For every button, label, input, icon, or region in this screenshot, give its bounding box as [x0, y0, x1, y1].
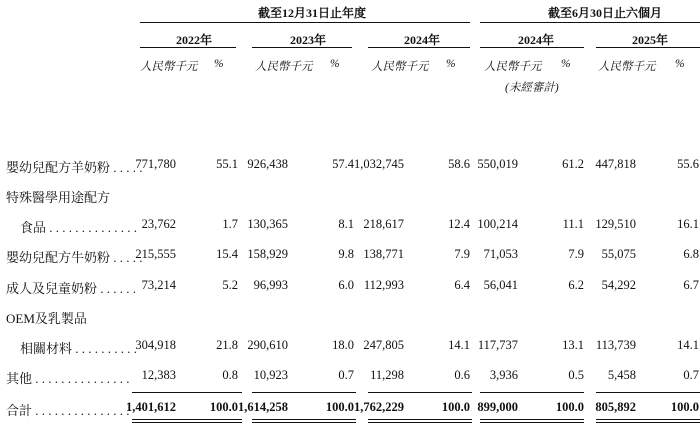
cell-total-rmb: 1,401,612 — [126, 400, 176, 414]
cell-pct: 6.7 — [683, 278, 699, 292]
unit-pct: % — [675, 58, 685, 70]
cell-pct: 21.8 — [216, 338, 238, 352]
year-header-2024: 2024年 — [404, 33, 441, 47]
cell-rmb: 112,993 — [363, 278, 404, 292]
unit-pct: % — [214, 58, 224, 70]
cell-pct: 0.8 — [222, 368, 238, 382]
cell-pct: 55.1 — [216, 157, 238, 171]
cell-pct: 0.7 — [338, 368, 354, 382]
subtotal-rule — [200, 392, 242, 393]
cell-pct: 13.1 — [562, 338, 584, 352]
cell-pct: 14.1 — [677, 338, 699, 352]
cell-rmb: 771,780 — [135, 157, 176, 171]
header-interim: 截至6月30日止六個月 — [548, 6, 663, 20]
cell-rmb: 73,214 — [141, 278, 176, 292]
total-double-rule — [368, 422, 472, 423]
cell-rmb: 247,805 — [363, 338, 404, 352]
cell-rmb: 10,923 — [253, 368, 288, 382]
cell-rmb: 158,929 — [247, 247, 288, 261]
cell-total-pct: 100.0 — [670, 400, 699, 414]
cell-rmb: 304,918 — [135, 338, 176, 352]
row-label: 其他 . . . . . . . . . . . . . . . — [6, 371, 130, 386]
unit-rmb: 人民幣千元 — [598, 61, 656, 73]
cell-total-pct: 100.0 — [325, 400, 354, 414]
cell-rmb: 290,610 — [247, 338, 288, 352]
total-double-rule — [596, 419, 700, 420]
unit-rmb: 人民幣千元 — [371, 61, 429, 73]
cell-pct: 58.6 — [448, 157, 470, 171]
cell-rmb: 11,298 — [370, 368, 404, 382]
year-header-2025: 2025年 — [632, 33, 669, 47]
cell-pct: 57.4 — [332, 157, 354, 171]
cell-pct: 5.2 — [222, 278, 238, 292]
cell-pct: 1.7 — [222, 217, 238, 231]
cell-rmb: 12,383 — [141, 368, 176, 382]
subtotal-rule — [368, 392, 472, 393]
cell-total-rmb: 1,762,229 — [354, 400, 404, 414]
cell-pct: 16.1 — [677, 217, 699, 231]
year-underline — [252, 47, 352, 48]
cell-total-rmb: 899,000 — [477, 400, 518, 414]
header-interim-underline — [480, 22, 700, 23]
total-double-rule — [368, 419, 472, 420]
cell-rmb: 550,019 — [477, 157, 518, 171]
cell-rmb: 96,993 — [253, 278, 288, 292]
cell-pct: 12.4 — [448, 217, 470, 231]
cell-pct: 7.9 — [454, 247, 470, 261]
cell-total-pct: 100.0 — [209, 400, 238, 414]
cell-rmb: 23,762 — [141, 217, 176, 231]
cell-pct: 11.1 — [562, 217, 584, 231]
header-annual: 截至12月31日止年度 — [258, 6, 367, 20]
row-label: 嬰幼兒配方羊奶粉 . . . . . — [6, 160, 143, 175]
unit-pct: % — [561, 58, 571, 70]
cell-pct: 0.5 — [568, 368, 584, 382]
cell-rmb: 71,053 — [483, 247, 518, 261]
total-double-rule — [596, 422, 700, 423]
year-header-2023: 2023年 — [290, 33, 327, 47]
total-double-rule — [480, 419, 584, 420]
cell-rmb: 113,739 — [595, 338, 636, 352]
unit-pct: % — [446, 58, 456, 70]
row-label: 特殊醫學用途配方 — [6, 190, 111, 205]
row-label: OEM及乳製品 — [6, 311, 87, 326]
year-header-2022: 2022年 — [176, 33, 213, 47]
cell-pct: 8.1 — [338, 217, 354, 231]
cell-rmb: 130,365 — [247, 217, 288, 231]
cell-rmb: 447,818 — [595, 157, 636, 171]
unit-rmb: 人民幣千元 — [255, 61, 313, 73]
total-double-rule — [252, 419, 356, 420]
cell-pct: 14.1 — [448, 338, 470, 352]
unit-pct: % — [330, 58, 340, 70]
cell-rmb: 1,032,745 — [354, 157, 404, 171]
year-underline — [368, 47, 470, 48]
cell-rmb: 129,510 — [595, 217, 636, 231]
year-header-2024-interim: 2024年 — [518, 33, 555, 47]
cell-pct: 9.8 — [338, 247, 354, 261]
cell-rmb: 56,041 — [483, 278, 518, 292]
cell-pct: 6.4 — [454, 278, 470, 292]
cell-pct: 55.6 — [677, 157, 699, 171]
cell-pct: 0.7 — [683, 368, 699, 382]
cell-total-rmb: 1,614,258 — [238, 400, 288, 414]
subtotal-rule — [596, 392, 700, 393]
cell-pct: 6.2 — [568, 278, 584, 292]
row-label: 成人及兒童奶粉 . . . . . . — [6, 281, 137, 296]
total-double-rule — [252, 422, 356, 423]
cell-total-pct: 100.0 — [441, 400, 470, 414]
cell-pct: 6.8 — [683, 247, 699, 261]
cell-rmb: 138,771 — [363, 247, 404, 261]
cell-rmb: 55,075 — [601, 247, 636, 261]
year-underline — [140, 47, 236, 48]
cell-rmb: 117,737 — [477, 338, 518, 352]
cell-total-rmb: 805,892 — [595, 400, 636, 414]
cell-rmb: 54,292 — [601, 278, 636, 292]
cell-pct: 15.4 — [216, 247, 238, 261]
year-underline — [596, 47, 700, 48]
unit-rmb: 人民幣千元 — [140, 61, 198, 73]
unit-unaudited: (未經審計) — [505, 82, 559, 94]
year-underline — [480, 47, 584, 48]
total-double-rule — [480, 422, 584, 423]
cell-pct: 6.0 — [338, 278, 354, 292]
total-double-rule — [132, 419, 242, 420]
cell-rmb: 100,214 — [477, 217, 518, 231]
cell-pct: 61.2 — [562, 157, 584, 171]
cell-pct: 7.9 — [568, 247, 584, 261]
total-double-rule — [132, 422, 242, 423]
cell-pct: 0.6 — [454, 368, 470, 382]
row-label: 合計 . . . . . . . . . . . . . . . — [6, 403, 130, 418]
row-label: 相關材料 . . . . . . . . . . — [20, 341, 138, 356]
cell-rmb: 926,438 — [247, 157, 288, 171]
cell-total-pct: 100.0 — [555, 400, 584, 414]
unit-rmb: 人民幣千元 — [484, 61, 542, 73]
subtotal-rule — [252, 392, 356, 393]
row-label: 嬰幼兒配方牛奶粉 . . . . . — [6, 250, 143, 265]
subtotal-rule — [480, 392, 584, 393]
cell-rmb: 5,458 — [607, 368, 636, 382]
cell-pct: 18.0 — [332, 338, 354, 352]
cell-rmb: 218,617 — [363, 217, 404, 231]
cell-rmb: 215,555 — [135, 247, 176, 261]
row-label: 食品 . . . . . . . . . . . . . . — [20, 220, 138, 235]
header-annual-underline — [140, 22, 470, 23]
cell-rmb: 3,936 — [489, 368, 518, 382]
